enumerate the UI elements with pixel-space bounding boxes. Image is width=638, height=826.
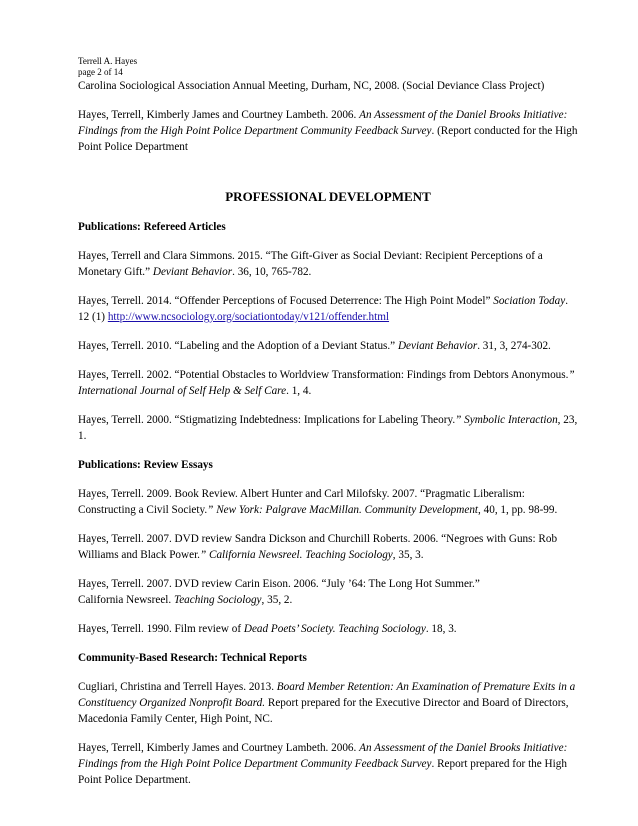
heading-technical-reports: Community-Based Research: Technical Reports [78,652,307,664]
article-entry: Hayes, Terrell. 2000. “Stigmatizing Indebtedness: Implications for Labeling Theory.” Symbolic Interaction, 23, 1. [78,414,578,442]
report-entry: Cugliari, Christina and Terrell Hayes. 2013. Board Member Retention: An Examination of Premature Exits in a Constituency Organized Nonprofit Board. Report prepared for the Executive Director and Board of Directors, Macedonia Family Center, High Point, NC. [78,681,576,725]
conference-entry: Carolina Sociological Association Annual Meeting, Durham, NC, 2008. (Social Deviance Class Project) [78,80,545,92]
author-name: Terrell A. Hayes [78,56,138,66]
section-title: PROFESSIONAL DEVELOPMENT [225,189,431,204]
article-entry: Hayes, Terrell. 2010. “Labeling and the Adoption of a Deviant Status.” Deviant Behavior. 31, 3, 274-302. [78,340,551,352]
page-header [78,56,578,78]
article-entry: Hayes, Terrell and Clara Simmons. 2015. “The Gift-Giver as Social Deviant: Recipient Perceptions of a Monetary Gift.” Deviant Behavior. 36, 10, 765-782. [78,250,543,278]
report-entry: Hayes, Terrell, Kimberly James and Courtney Lambeth. 2006. An Assessment of the Daniel Brooks Initiative: Findings from the High Point Police Department Community Feedback Survey. Report prepared for the High Point Police Department. [78,742,568,786]
heading-review-essays: Publications: Review Essays [78,459,213,471]
review-entry: Hayes, Terrell. 2007. DVD review Carin Eison. 2006. “July ’64: The Long Hot Summer.” California Newsreel. Teaching Sociology, 35, 2. [78,578,480,606]
heading-refereed-articles: Publications: Refereed Articles [78,221,226,233]
sociation-today-link[interactable]: http://www.ncsociology.org/sociationtoday/v121/offender.html [107,311,390,323]
review-entry: Hayes, Terrell. 2007. DVD review Sandra Dickson and Churchill Roberts. 2006. “Negroes with Guns: Rob Williams and Black Power.” California Newsreel. Teaching Sociology, 35, 3. [78,533,558,561]
report-entry-top: Hayes, Terrell, Kimberly James and Courtney Lambeth. 2006. An Assessment of the Daniel Brooks Initiative: Findings from the High Point Police Department Community Feedback Survey. (Report conducted for the High Point Police Department [78,109,578,153]
review-entry: Hayes, Terrell. 2009. Book Review. Albert Hunter and Carl Milofsky. 2007. “Pragmatic Liberalism: Constructing a Civil Society.” New York: Palgrave MacMillan. Community Development, 40, 1, pp. 98-99. [78,488,558,516]
article-entry: Hayes, Terrell. 2002. “Potential Obstacles to Worldview Transformation: Findings from Debtors Anonymous.” International Journal of Self Help & Self Care. 1, 4. [78,369,575,397]
review-entry: Hayes, Terrell. 1990. Film review of Dead Poets’ Society. Teaching Sociology. 18, 3. [78,623,457,635]
page-number: page 2 of 14 [78,67,123,77]
article-entry: Hayes, Terrell. 2014. “Offender Perceptions of Focused Deterrence: The High Point Model” Sociation Today. 12 (1) http://www.ncsociology.org/sociationtoday/v121/offender.html [78,295,569,323]
